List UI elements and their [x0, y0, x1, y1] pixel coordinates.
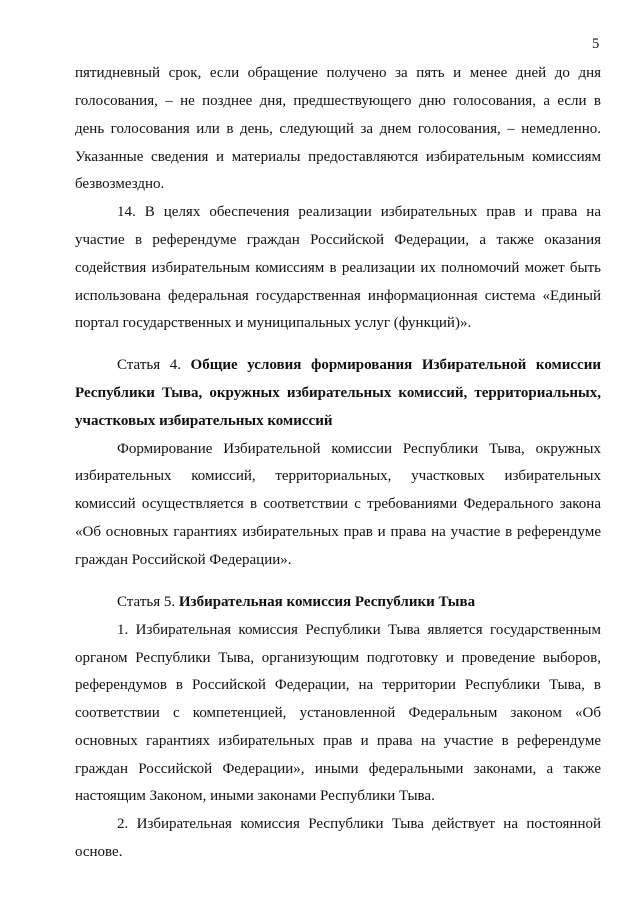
text-line: референдумов в Российской Федерации, на территории Республики Тыва, в — [75, 677, 601, 693]
text-line: Формирование Избирательной комиссии Республики Тыва, окружных — [117, 441, 601, 457]
text-line: соответствии с компетенцией, установленной Федеральным законом «Об — [75, 705, 601, 721]
article-5-heading — [117, 592, 601, 612]
text-line: избирательных комиссий, территориальных, участковых избирательных — [75, 468, 601, 484]
text-line: основе. — [75, 844, 123, 860]
article-4-prefix: Статья 4. — [117, 357, 181, 373]
article-4-heading-line: Республики Тыва, окружных избирательных комиссий, территориальных, — [75, 385, 601, 401]
article-4-title: Общие условия формирования Избирательной комиссии — [190, 357, 602, 373]
text-line: 1. Избирательная комиссия Республики Тыва является государственным — [117, 622, 601, 638]
text-line: граждан Российской Федерации», иными федеральными законами, а также — [75, 761, 601, 777]
text-line: участие в референдуме граждан Российской Федерации, а также оказания — [75, 232, 601, 248]
text-line: настоящим Законом, иными законами Республики Тыва. — [75, 788, 435, 804]
article-5-title: Избирательная комиссия Республики Тыва — [178, 594, 476, 610]
article-5-prefix: Статья 5. — [117, 594, 176, 610]
text-line: 14. В целях обеспечения реализации избирательных прав и права на — [117, 204, 601, 220]
text-line: портал государственных и муниципальных услуг (функций)». — [75, 315, 472, 331]
text-line: Указанные сведения и материалы предоставляются избирательным комиссиям — [75, 149, 601, 165]
text-line: основных гарантиях избирательных прав и права на участие в референдуме — [75, 733, 601, 749]
text-line: пятидневный срок, если обращение получено за пять и менее дней до дня — [75, 65, 601, 81]
text-line: граждан Российской Федерации». — [75, 552, 292, 568]
text-line: безвозмездно. — [75, 176, 165, 192]
text-line: комиссий осуществляется в соответствии с требованиями Федерального закона — [75, 496, 601, 512]
text-line: день голосования или в день, следующий за днем голосования, – немедленно. — [75, 121, 601, 137]
text-line: «Об основных гарантиях избирательных прав и права на участие в референдуме — [75, 524, 601, 540]
text-line: голосования, – не позднее дня, предшествующего дню голосования, а если в — [75, 93, 601, 109]
page-number: 5 — [592, 36, 600, 52]
text-line: использована федеральная государственная информационная система «Единый — [75, 288, 601, 304]
text-line: содействия избирательным комиссиям в реализации их полномочий может быть — [75, 260, 601, 276]
article-4-heading — [117, 355, 601, 375]
text-line: 2. Избирательная комиссия Республики Тыва действует на постоянной — [117, 816, 601, 832]
article-4-heading-line: участковых избирательных комиссий — [75, 413, 333, 429]
text-line: органом Республики Тыва, организующим подготовку и проведение выборов, — [75, 650, 601, 666]
